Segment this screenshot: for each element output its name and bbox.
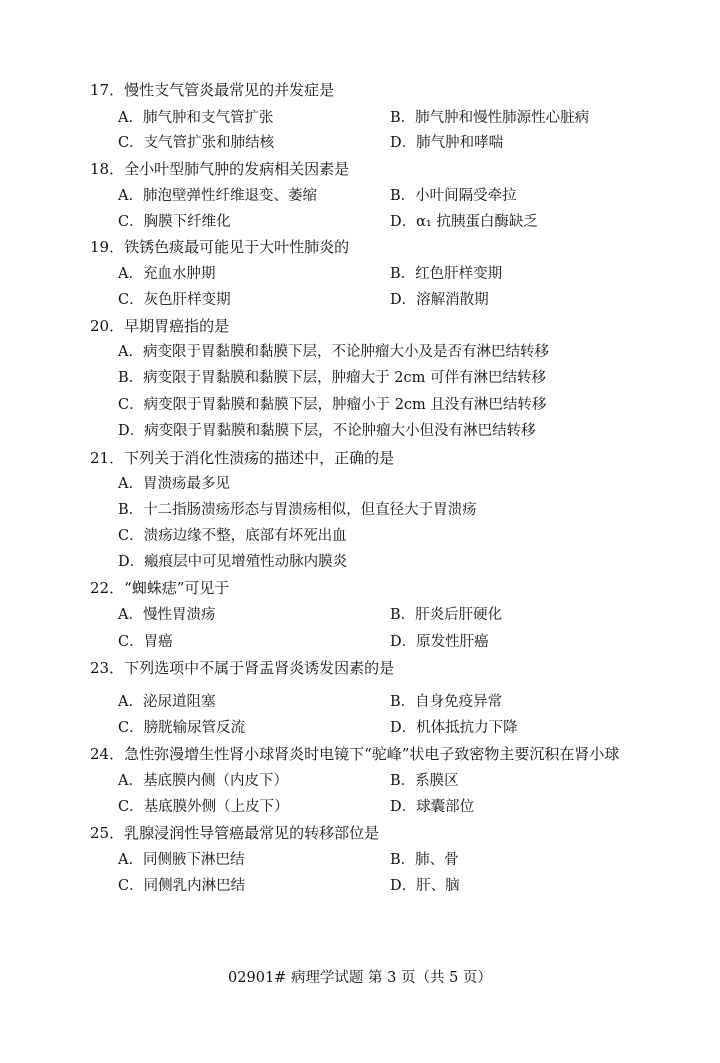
question-stem: 19．铁锈色痰最可能见于大叶性肺炎的	[90, 238, 350, 256]
option-a: A．病变限于胃黏膜和黏膜下层，不论肿瘤大小及是否有淋巴结转移	[118, 344, 549, 360]
question-stem: 20．早期胃癌指的是	[90, 317, 230, 335]
option-b: B．肺、骨	[390, 852, 459, 868]
option-d: D．瘢痕层中可见增殖性动脉内膜炎	[118, 554, 348, 570]
option-d: D．肝、脑	[390, 878, 460, 894]
option-b: B．病变限于胃黏膜和黏膜下层，肿瘤大于 2cm 可伴有淋巴结转移	[118, 370, 546, 386]
option-d: D．球囊部位	[390, 799, 475, 815]
option-b: B．系膜区	[390, 773, 459, 789]
question-stem: 18．全小叶型肺气肿的发病相关因素是	[90, 160, 350, 178]
option-d: D．机体抵抗力下降	[390, 720, 518, 736]
option-d: D．肺气肿和哮喘	[390, 135, 504, 151]
question-stem: 23．下列选项中不属于肾盂肾炎诱发因素的是	[90, 659, 395, 677]
question-stem: 24．急性弥漫增生性肾小球肾炎时电镜下“驼峰”状电子致密物主要沉积在肾小球	[90, 745, 620, 763]
option-a: A．同侧腋下淋巴结	[118, 852, 245, 868]
option-a: A．肺气肿和支气管扩张	[118, 110, 274, 126]
option-b: B．自身免疫异常	[390, 694, 503, 710]
option-a: A．充血水肿期	[118, 266, 216, 282]
option-a: A．胃溃疡最多见	[118, 476, 230, 492]
option-c: C．胸膜下纤维化	[118, 214, 231, 230]
option-d: D．溶解消散期	[390, 292, 489, 308]
option-d: D．病变限于胃黏膜和黏膜下层，不论肿瘤大小但没有淋巴结转移	[118, 423, 536, 439]
page-footer: 02901# 病理学试题 第 3 页（共 5 页）	[228, 970, 492, 986]
option-a: A．慢性胃溃疡	[118, 607, 216, 623]
option-c: C．灰色肝样变期	[118, 292, 231, 308]
option-d: D．原发性肝癌	[390, 634, 489, 650]
option-d: D．α₁ 抗胰蛋白酶缺乏	[390, 214, 538, 230]
option-c: C．支气管扩张和肺结核	[118, 135, 275, 151]
question-stem: 25．乳腺浸润性导管癌最常见的转移部位是	[90, 824, 380, 842]
question-stem: 21．下列关于消化性溃疡的描述中，正确的是	[90, 449, 395, 467]
option-b: B．红色肝样变期	[390, 266, 503, 282]
option-c: C．同侧乳内淋巴结	[118, 878, 246, 894]
option-c: C．胃癌	[118, 634, 173, 650]
option-c: C．基底膜外侧（上皮下）	[118, 799, 289, 815]
option-b: B．小叶间隔受牵拉	[390, 188, 517, 204]
option-c: C．病变限于胃黏膜和黏膜下层，肿瘤小于 2cm 且没有淋巴结转移	[118, 397, 547, 413]
option-a: A．泌尿道阻塞	[118, 694, 216, 710]
option-c: C．膀胱输尿管反流	[118, 720, 246, 736]
option-a: A．基底膜内侧（内皮下）	[118, 773, 288, 789]
option-c: C．溃疡边缘不整，底部有坏死出血	[118, 528, 347, 544]
option-a: A．肺泡壁弹性纤维退变、萎缩	[118, 188, 317, 204]
option-b: B．十二指肠溃疡形态与胃溃疡相似，但直径大于胃溃疡	[118, 502, 477, 518]
option-b: B．肺气肿和慢性肺源性心脏病	[390, 110, 590, 126]
question-stem: 17．慢性支气管炎最常见的并发症是	[90, 81, 335, 99]
option-b: B．肝炎后肝硬化	[390, 607, 503, 623]
question-stem: 22．“蜘蛛痣”可见于	[90, 579, 230, 597]
